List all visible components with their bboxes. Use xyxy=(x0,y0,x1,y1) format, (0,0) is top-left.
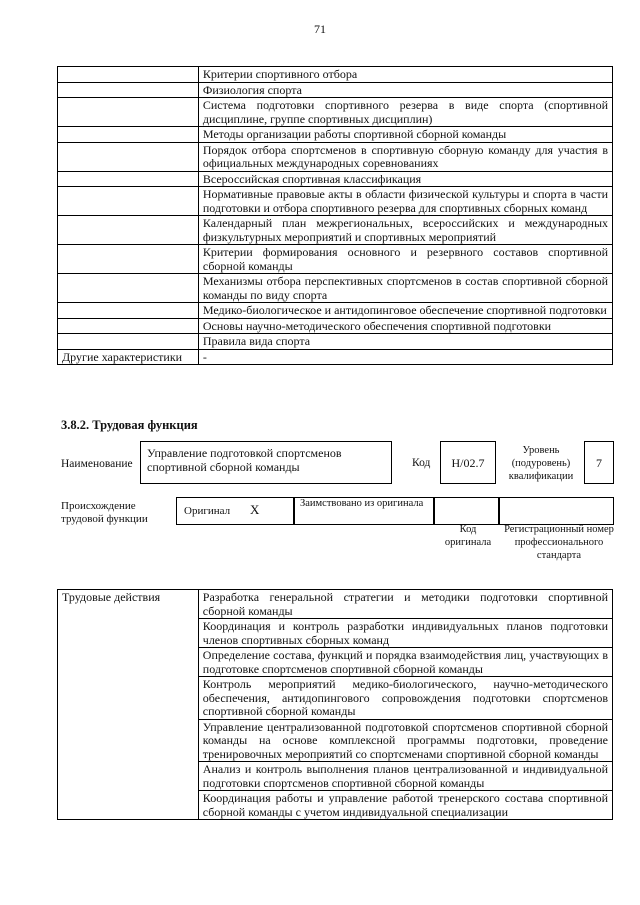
row-text: Критерии формирования основного и резервного составов спортивной сборной команды xyxy=(198,245,612,274)
knowledge-row xyxy=(58,187,613,216)
row-label xyxy=(58,98,199,127)
labor-action-text: Разработка генеральной стратегии и методики подготовки спортивной сборной команды xyxy=(198,590,612,619)
knowledge-row xyxy=(58,334,613,350)
section-title: 3.8.2. Трудовая функция xyxy=(61,418,198,432)
row-text: Порядок отбора спортсменов в спортивную сборную команду для участия в официальных международных соревнованиях xyxy=(198,142,612,171)
row-label xyxy=(58,67,199,83)
code-value: H/02.7 xyxy=(451,456,485,470)
row-text: Система подготовки спортивного резерва в виде спорта (спортивной дисциплине, группе спортивных дисциплин) xyxy=(198,98,612,127)
row-label xyxy=(58,127,199,143)
knowledge-row xyxy=(58,67,613,83)
row-label xyxy=(58,334,199,350)
row-text: Критерии спортивного отбора xyxy=(198,67,612,83)
knowledge-row xyxy=(58,82,613,98)
row-label xyxy=(58,171,199,187)
knowledge-row xyxy=(58,303,613,319)
row-text: Нормативные правовые акты в области физической культуры и спорта в части подготовки и отбора спортивного резерва для спортивных сборных команд xyxy=(198,187,612,216)
labor-actions-table xyxy=(57,589,613,820)
knowledge-row xyxy=(58,142,613,171)
code-value-box xyxy=(440,441,496,484)
knowledge-row xyxy=(58,171,613,187)
labor-action-text: Контроль мероприятий медико-биологического, научно-методического обеспечения, антидопингового сопровождения подготовки спортсменов спортивной сборной команды xyxy=(198,677,612,720)
row-text: Методы организации работы спортивной сборной команды xyxy=(198,127,612,143)
row-label xyxy=(58,274,199,303)
row-text: - xyxy=(198,349,612,365)
origin-divider-1 xyxy=(293,497,295,525)
reg-number-caption: Регистрационный номер профессионального стандарта xyxy=(504,524,614,561)
knowledge-table xyxy=(57,66,613,365)
code-original-caption: Код оригинала xyxy=(444,524,492,548)
level-label: Уровень (подуровень) квалификации xyxy=(508,445,574,482)
row-text: Правила вида спорта xyxy=(198,334,612,350)
knowledge-row xyxy=(58,98,613,127)
row-text: Основы научно-методического обеспечения спортивной подготовки xyxy=(198,318,612,334)
labor-action-text: Анализ и контроль выполнения планов централизованной и индивидуальной подготовки спортсменов спортивной сборной команды xyxy=(198,762,612,791)
code-label: Код xyxy=(412,457,431,469)
page-number: 71 xyxy=(314,22,326,36)
labor-actions-label: Трудовые действия xyxy=(58,590,199,820)
labor-action-text: Определение состава, функций и порядка взаимодействия лиц, участвующих в подготовке спортсменов спортивной сборной команды xyxy=(198,648,612,677)
knowledge-row xyxy=(58,274,613,303)
origin-divider-2 xyxy=(433,497,435,525)
labor-action-text: Управление централизованной подготовкой спортсменов спортивной сборной команды на основе комплексной программы подготовки, проведение тренировочных мероприятий со спортсменами спортивной сборной команды xyxy=(198,719,612,762)
level-value: 7 xyxy=(596,456,602,470)
row-label: Другие характеристики xyxy=(58,349,199,365)
row-label xyxy=(58,187,199,216)
row-text: Всероссийская спортивная классификация xyxy=(198,171,612,187)
original-label: Оригинал xyxy=(184,505,231,517)
row-label xyxy=(58,142,199,171)
knowledge-row xyxy=(58,349,613,365)
labor-action-text: Координация работы и управление работой тренерского состава спортивной сборной команды с учетом индивидуальной специализации xyxy=(198,791,612,820)
function-name-box xyxy=(140,441,392,484)
row-label xyxy=(58,82,199,98)
row-text: Механизмы отбора перспективных спортсменов в состав спортивной сборной команды по виду спорта xyxy=(198,274,612,303)
row-label xyxy=(58,318,199,334)
origin-label: Происхождение трудовой функции xyxy=(61,500,148,525)
knowledge-row xyxy=(58,216,613,245)
labor-action-row xyxy=(58,590,613,619)
labor-action-text: Координация и контроль разработки индивидуальных планов подготовки членов спортивных сборных команд xyxy=(198,619,612,648)
row-label xyxy=(58,216,199,245)
knowledge-row xyxy=(58,245,613,274)
function-name-value: Управление подготовкой спортсменов спортивной сборной команды xyxy=(147,446,342,474)
original-mark: X xyxy=(250,502,260,517)
origin-divider-3 xyxy=(498,497,500,525)
row-text: Медико-биологическое и антидопинговое обеспечение спортивной подготовки xyxy=(198,303,612,319)
level-value-box xyxy=(584,441,614,484)
row-text: Физиология спорта xyxy=(198,82,612,98)
name-label: Наименование xyxy=(61,458,133,470)
borrowed-label: Заимствовано из оригинала xyxy=(300,498,424,509)
row-text: Календарный план межрегиональных, всероссийских и международных физкультурных мероприятий и спортивных мероприятий xyxy=(198,216,612,245)
knowledge-row xyxy=(58,127,613,143)
row-label xyxy=(58,245,199,274)
knowledge-row xyxy=(58,318,613,334)
row-label xyxy=(58,303,199,319)
